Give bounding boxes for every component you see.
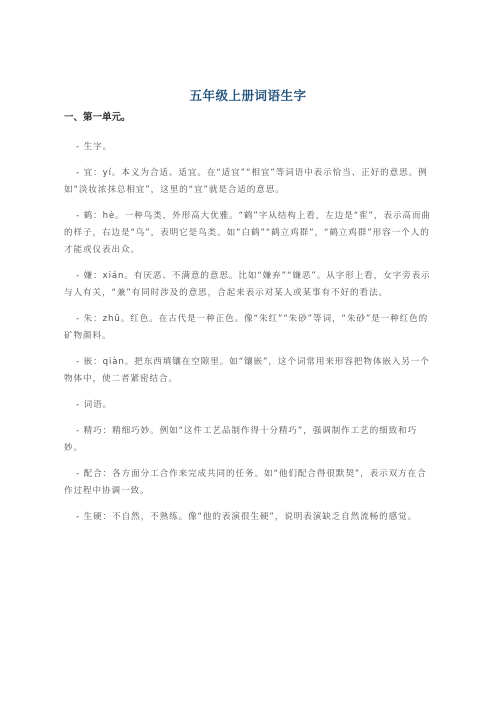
document-title: 五年级上册词语生字 — [189, 88, 307, 103]
paragraph-shengzi-heading: - 生字。 — [76, 142, 113, 152]
paragraph-shengying: - 生硬：不自然，不熟练。像“他的表演很生硬”，说明表演缺乏自然流畅的感觉。 — [76, 512, 418, 522]
document-body — [64, 139, 432, 535]
paragraph-ciyu-heading: - 词语。 — [76, 400, 113, 410]
paragraph-zhu: - 朱：zhū。红色。在古代是一种正色。像“朱红”“朱砂”等词，“朱砂”是一种红色的矿物颜料。 — [64, 314, 429, 341]
paragraph-peihe: - 配合：各方面分工合作来完成共同的任务。如“他们配合得很默契”，表示双方在合作过程中协调一致。 — [64, 469, 427, 496]
paragraph-jingqiao: - 精巧：精细巧妙。例如“这件工艺品制作得十分精巧”，强调制作工艺的细致和巧妙。 — [64, 426, 418, 453]
paragraph-xian: - 嫌：xián。有厌恶、不满意的意思。比如“嫌弃”“嫌恶”。从字形上看，女字旁表示与人有关，“兼”有同时涉及的意思，合起来表示对某人或某事有不好的看法。 — [64, 271, 431, 298]
paragraph-yi: - 宜：yí。本义为合适、适宜。在“适宜”“相宜”等词语中表示恰当、正好的意思。例如“淡妆浓抹总相宜”，这里的“宜”就是合适的意思。 — [64, 168, 428, 195]
section-heading: 一、第一单元。 — [64, 112, 131, 123]
paragraph-he: - 鹤：hè。一种鸟类，外形高大优雅。“鹤”字从结构上看，左边是“隺”，表示高而曲的样子，右边是“鸟”，表明它是鸟类。如“白鹤”“鹤立鸡群”，“鹤立鸡群”形容一个人的才能或仪表出众。 — [64, 211, 431, 255]
paragraph-qian: - 嵌：qiàn。把东西填镶在空隙里。如“镶嵌”，这个词常用来形容把物体嵌入另一个物体中，使二者紧密结合。 — [64, 357, 430, 384]
